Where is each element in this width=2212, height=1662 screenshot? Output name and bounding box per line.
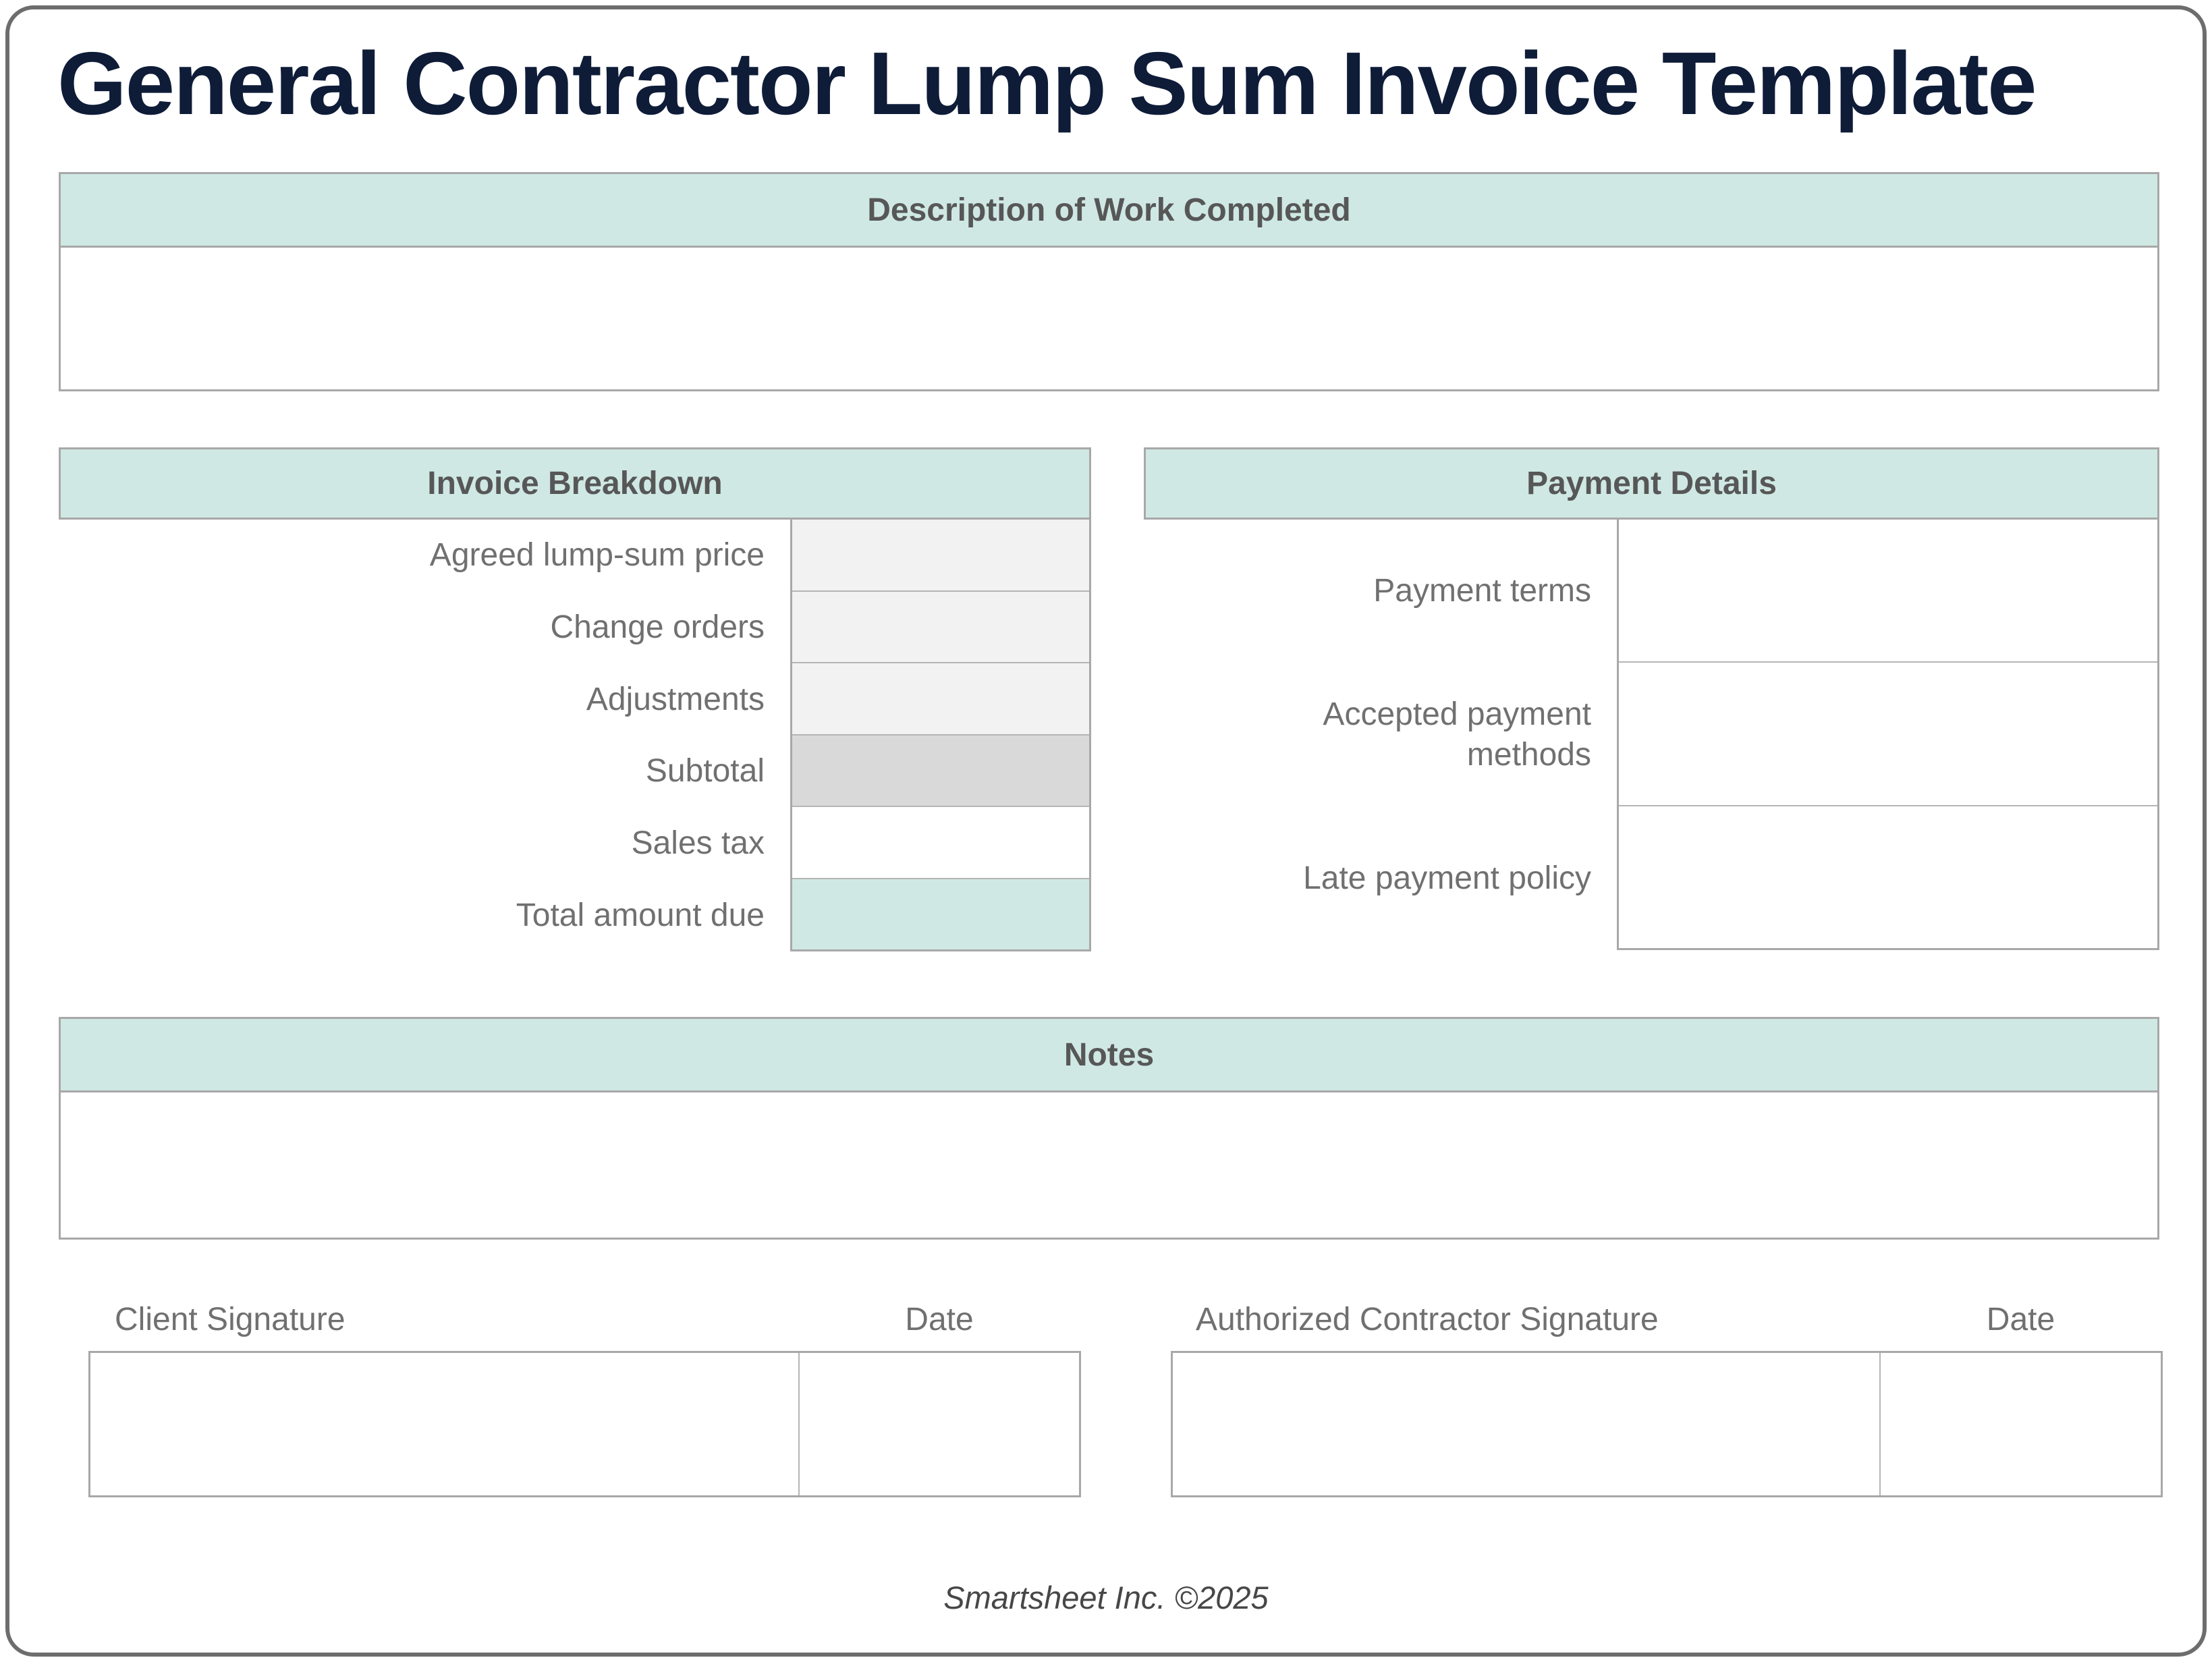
subtotal-value [792,736,1089,808]
client-date-input[interactable] [800,1353,1079,1495]
contractor-signature-label: Authorized Contractor Signature [1196,1302,1659,1337]
payment-row-label: Payment terms [1373,573,1591,609]
invoice-breakdown-header-label: Invoice Breakdown [427,466,723,501]
late-payment-policy-input[interactable] [1619,806,2157,948]
contractor-date-input[interactable] [1881,1353,2161,1495]
description-section-header [59,172,2159,248]
description-input[interactable] [59,248,2159,391]
invoice-breakdown-labels [59,520,790,951]
invoice-row-label: Adjustments [586,681,765,717]
change-orders-input[interactable] [792,592,1089,664]
invoice-breakdown-values [790,520,1091,951]
page-title: General Contractor Lump Sum Invoice Template [57,34,2036,133]
footer-copyright: Smartsheet Inc. ©2025 [943,1580,1269,1615]
payment-details-labels [1144,520,1617,950]
invoice-row-label: Subtotal [645,753,765,790]
accepted-payment-methods-input[interactable] [1619,663,2157,806]
payment-row-label: Accepted payment methods [1323,696,1591,773]
invoice-row-label: Total amount due [516,897,765,933]
client-date-label: Date [905,1302,974,1337]
contractor-signature-box [1171,1351,2163,1497]
client-signature-label: Client Signature [115,1302,345,1337]
notes-input[interactable] [59,1092,2159,1240]
payment-details-header [1144,447,2159,520]
agreed-lump-sum-price-input[interactable] [792,520,1089,592]
adjustments-input[interactable] [792,663,1089,736]
contractor-date-label: Date [1986,1302,2055,1337]
contractor-signature-input[interactable] [1173,1353,1881,1495]
payment-row-label: Late payment policy [1303,860,1591,896]
total-amount-due-value [792,879,1089,950]
invoice-row-label: Change orders [550,609,765,645]
payment-terms-input[interactable] [1619,520,2157,663]
sales-tax-input[interactable] [792,807,1089,879]
client-signature-input[interactable] [90,1353,800,1495]
payment-details-header-label: Payment Details [1526,466,1777,501]
invoice-row-label: Agreed lump-sum price [429,537,765,574]
description-header-label: Description of Work Completed [867,192,1351,228]
client-signature-box [88,1351,1081,1497]
invoice-row-label: Sales tax [631,825,765,862]
notes-section-header [59,1017,2159,1092]
payment-details-values [1617,520,2159,950]
invoice-breakdown-header [59,447,1091,520]
notes-header-label: Notes [1063,1036,1155,1073]
